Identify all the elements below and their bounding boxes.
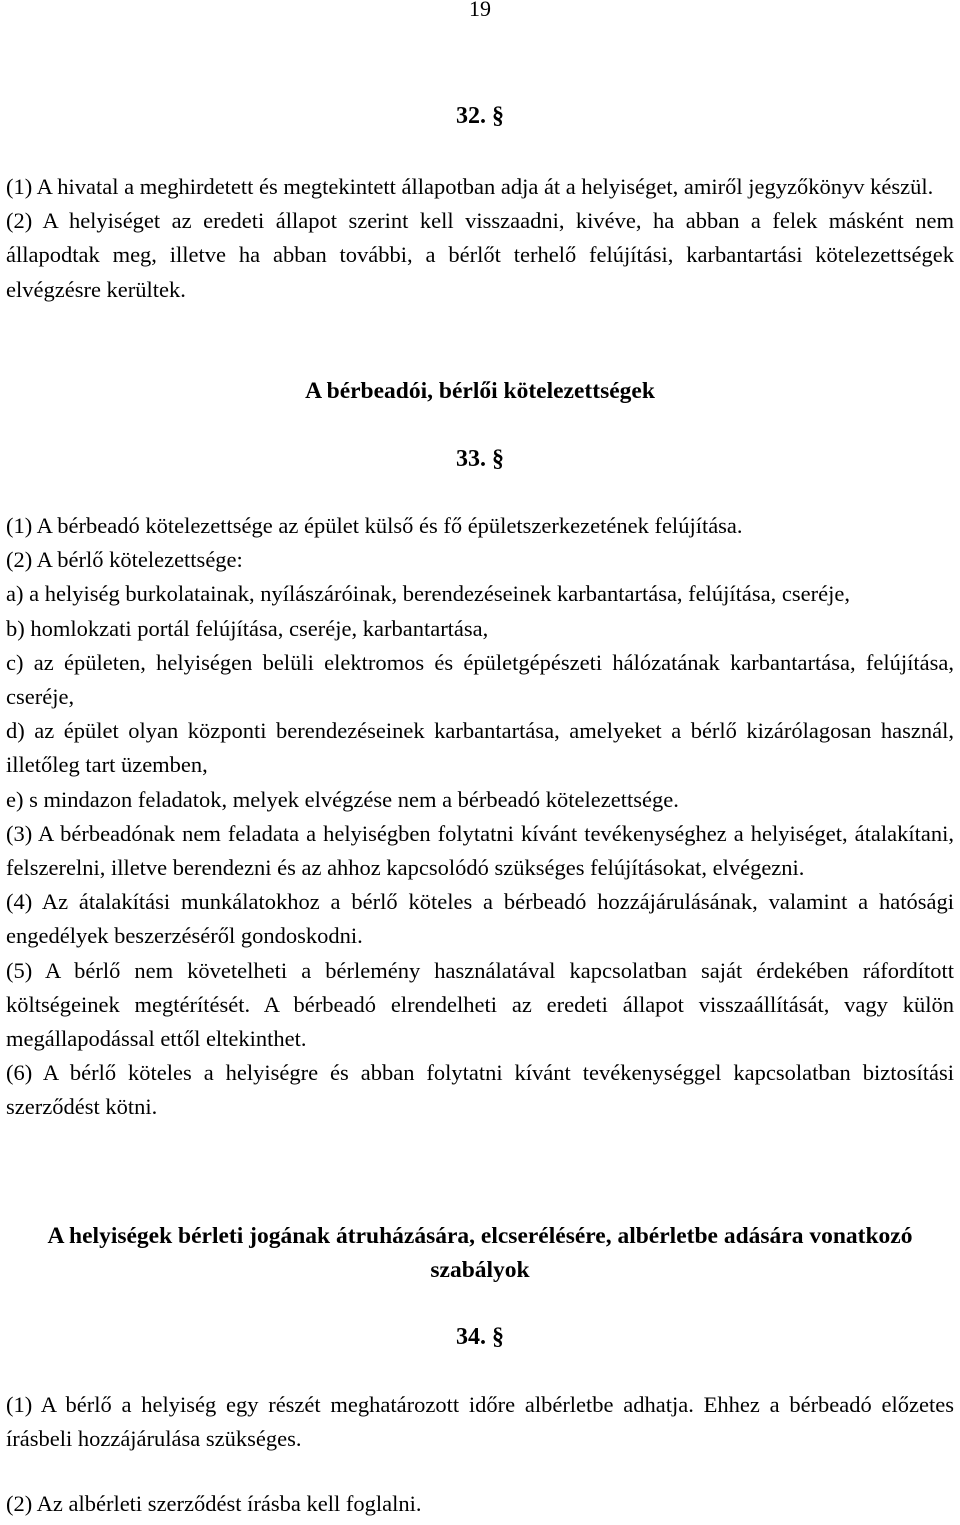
- section-number-33: 33. §: [456, 446, 504, 472]
- list-item: d) az épület olyan központi berendezéseinek karbantartása, amelyeket a bérlő kizárólagosan használ, illetőleg tart üzemben,: [6, 718, 954, 778]
- section-33-body: [6, 509, 954, 1125]
- paragraph: (2) A helyiséget az eredeti állapot szerint kell visszaadni, kivéve, ha abban a felek másként nem állapodtak meg, illetve ha abban további, a bérlőt terhelő felújítási, karbantartási kötelezettségek elvégzésre kerültek.: [6, 208, 954, 302]
- section-number-32: 32. §: [456, 103, 504, 129]
- paragraph: (1) A bérlő a helyiség egy részét meghatározott időre albérletbe adhatja. Ehhez a bérbeadó előzetes írásbeli hozzájárulása szükséges.: [6, 1392, 954, 1452]
- paragraph: (5) A bérlő nem követelheti a bérlemény használatával kapcsolatban saját érdekében ráfordított költségeinek megtérítését. A bérbeadó elrendelheti az eredeti állapot visszaállítását, vagy külön megállapodással ettől eltekinthet.: [6, 957, 954, 1052]
- section-number-34: 34. §: [456, 1324, 504, 1350]
- paragraph: (1) A bérbeadó kötelezettsége az épület külső és fő épületszerkezetének felújítása.: [6, 513, 743, 538]
- section-32-body: [6, 170, 954, 307]
- list-item: b) homlokzati portál felújítása, cseréje, karbantartása,: [6, 615, 489, 641]
- section-34-body-1: [6, 1388, 954, 1456]
- paragraph: (2) Az albérleti szerződést írásba kell foglalni.: [6, 1491, 422, 1516]
- paragraph: (1) A hivatal a meghirdetett és megtekintett állapotban adja át a helyiséget, amiről jegyzőkönyv készül.: [6, 174, 934, 199]
- section-34-body-2: [6, 1487, 954, 1521]
- list-item: a) a helyiség burkolatainak, nyílászáróinak, berendezéseinek karbantartása, felújítása, cseréje,: [6, 581, 850, 607]
- section-heading-obligations: A bérbeadói, bérlői kötelezettségek: [305, 378, 655, 404]
- section-heading-transfer-rules: A helyiségek bérleti jogának átruházására, elcserélésére, albérletbe adására vonatkozó szabályok: [47, 1223, 913, 1283]
- paragraph: (3) A bérbeadónak nem feladata a helyiségben folytatni kívánt tevékenységhez a helyiséget, átalakítani, felszerelni, illetve berendezni és az ahhoz kapcsolódó szükséges felújításokat, elvégezni.: [6, 820, 954, 881]
- paragraph: (6) A bérlő köteles a helyiségre és abban folytatni kívánt tevékenységgel kapcsolatban biztosítási szerződést kötni.: [6, 1060, 954, 1120]
- paragraph: (4) Az átalakítási munkálatokhoz a bérlő köteles a bérbeadó hozzájárulásának, valamint a hatósági engedélyek beszerzéséről gondoskodni.: [6, 889, 954, 949]
- list-item: c) az épületen, helyiségen belüli elektromos és épületgépészeti hálózatának karbantartása, felújítása, cseréje,: [6, 649, 954, 710]
- page-number: 19: [469, 0, 491, 21]
- list-item: e) s mindazon feladatok, melyek elvégzése nem a bérbeadó kötelezettsége.: [6, 786, 679, 812]
- paragraph: (2) A bérlő kötelezettsége:: [6, 547, 243, 573]
